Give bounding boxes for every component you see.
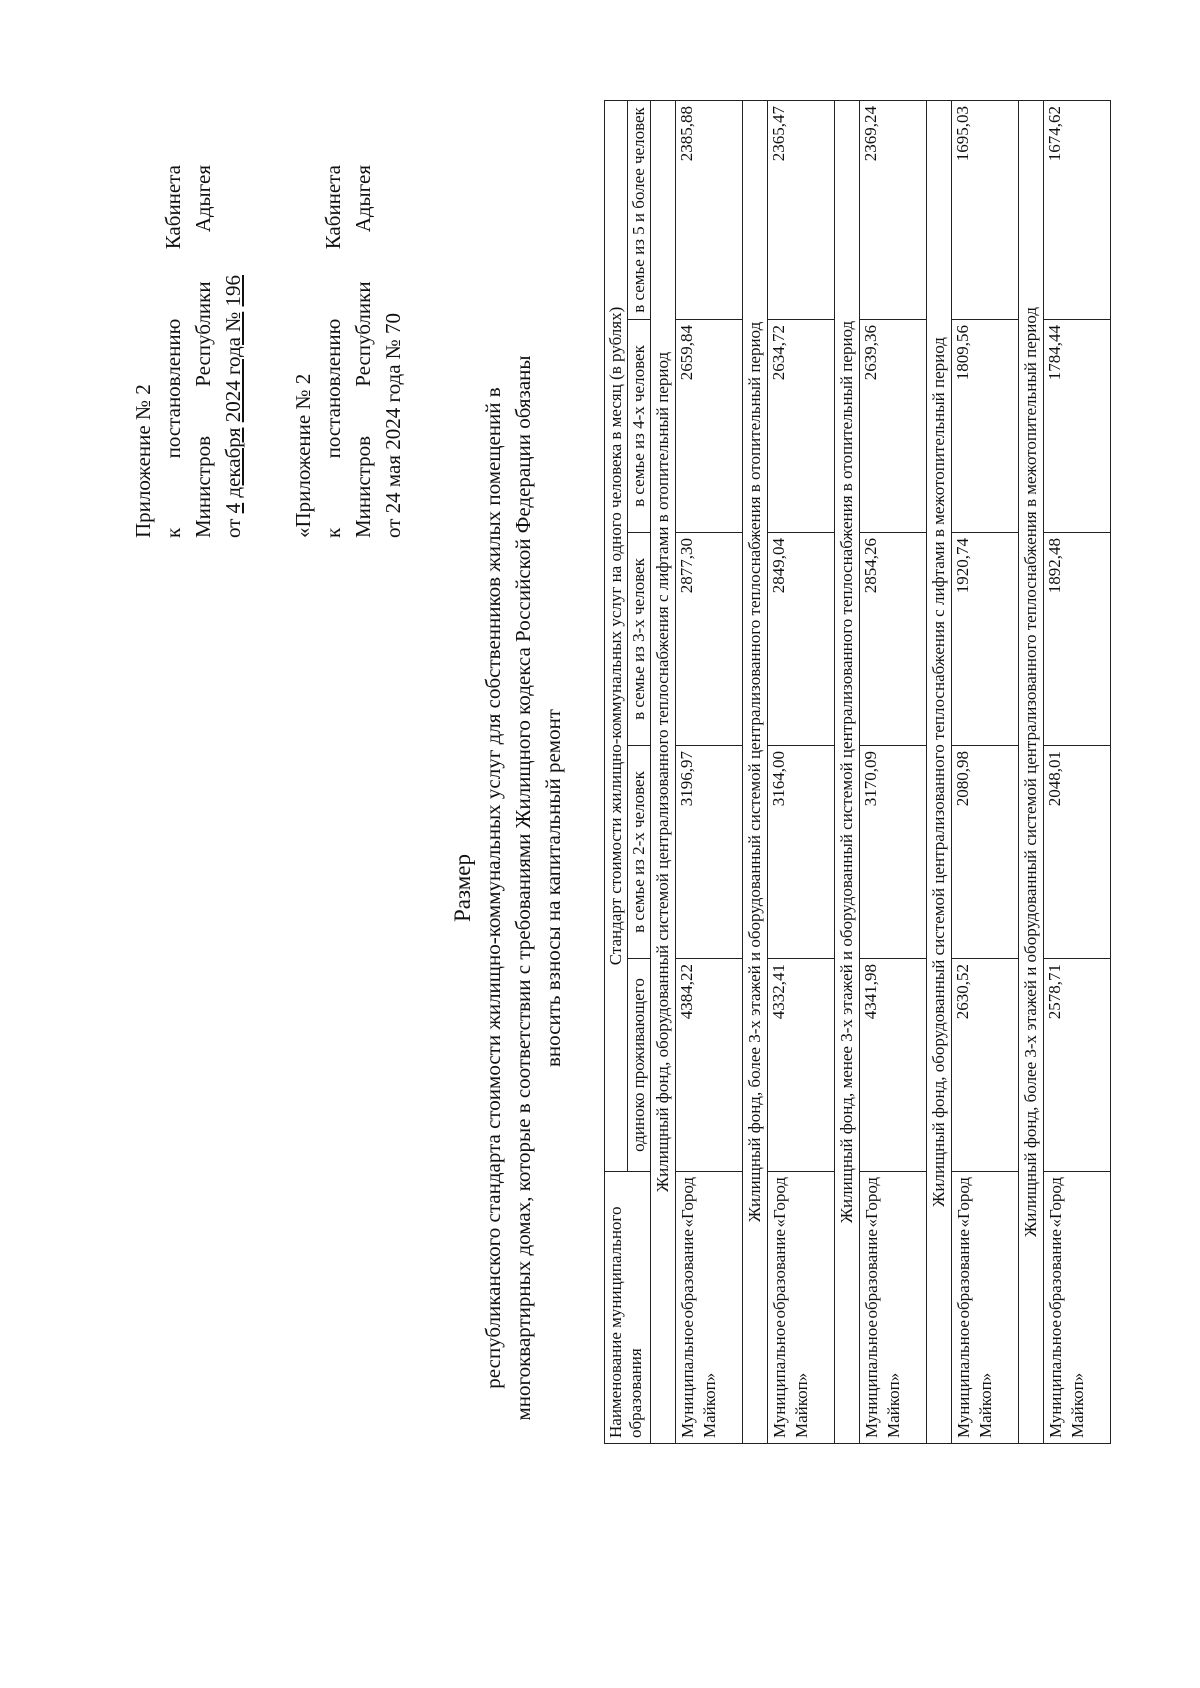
word: Республики xyxy=(191,281,215,387)
document-title xyxy=(448,238,568,1538)
value-cell: 2849,04 xyxy=(768,533,835,746)
col-group-header: Стандарт стоимости жилищно-коммунальных услуг на одного человека в месяц (в рублях) xyxy=(605,100,628,1171)
word: Кабинета xyxy=(321,165,345,250)
section-row xyxy=(835,100,860,1443)
word: постановлению xyxy=(321,318,345,459)
table-body xyxy=(651,100,1111,1443)
section-title: Жилищный фонд, оборудованный системой централизованного теплоснабжения с лифтами в отопительный период xyxy=(651,100,676,1443)
municipality-name xyxy=(860,1172,927,1444)
value-cell: 1674,62 xyxy=(1044,100,1111,319)
value-cell: 1784,44 xyxy=(1044,320,1111,533)
value-cell: 2048,01 xyxy=(1044,746,1111,959)
name-word: Майкоп» xyxy=(976,1372,995,1438)
word: Министров xyxy=(191,435,215,538)
value-cell: 2659,84 xyxy=(676,320,743,533)
name-word: Муниципальное xyxy=(678,1320,697,1438)
name-word: Муниципальное xyxy=(862,1320,881,1438)
section-row xyxy=(1019,100,1044,1443)
word: к xyxy=(161,527,185,538)
value-cell: 2634,72 xyxy=(768,320,835,533)
tariff-table xyxy=(604,100,1111,1444)
name-word: образование xyxy=(954,1229,973,1319)
value-cell: 2080,98 xyxy=(952,746,1019,959)
name-word: Муниципальное xyxy=(954,1320,973,1438)
value-cell: 4384,22 xyxy=(676,959,743,1172)
word: Адыгея xyxy=(191,165,215,233)
value-cell: 3170,09 xyxy=(860,746,927,959)
appendix-new-block xyxy=(128,165,248,538)
value-cell: 2854,26 xyxy=(860,533,927,746)
col-header-family-4: в семье из 4-х человек xyxy=(628,320,651,533)
name-word: образование xyxy=(770,1229,789,1319)
value-cell: 1920,74 xyxy=(952,533,1019,746)
value-cell: 2630,52 xyxy=(952,959,1019,1172)
section-title: Жилищный фонд, более 3-х этажей и оборудованный системой централизованного теплоснабжения в отопительный период xyxy=(743,100,768,1443)
name-word: образование xyxy=(862,1229,881,1319)
table-row xyxy=(768,100,835,1443)
name-word: «Город xyxy=(1046,1177,1065,1228)
name-word: Муниципальное xyxy=(770,1320,789,1438)
name-word: образование xyxy=(678,1229,697,1319)
value-cell: 2639,36 xyxy=(860,320,927,533)
section-title: Жилищный фонд, более 3-х этажей и оборудованный системой централизованного теплоснабжения в межотопительный период xyxy=(1019,100,1044,1443)
name-word: «Город xyxy=(862,1177,881,1228)
value-cell: 3164,00 xyxy=(768,746,835,959)
section-title: Жилищный фонд, оборудованный системой централизованного теплоснабжения с лифтами в межотопительный период xyxy=(927,100,952,1443)
title-line-1: республиканского стандарта стоимости жилищно-коммунальных услуг для собственников жилых помещений в xyxy=(481,387,505,1389)
word: к xyxy=(321,527,345,538)
name-word: Майкоп» xyxy=(884,1372,903,1438)
section-row xyxy=(743,100,768,1443)
name-word: Муниципальное xyxy=(1046,1320,1065,1438)
value-cell: 3196,97 xyxy=(676,746,743,959)
table-header-row xyxy=(605,100,628,1443)
word: Республики xyxy=(351,281,375,387)
appendix-new-date-line xyxy=(218,165,248,538)
word: постановлению xyxy=(161,318,185,459)
appendix-old-block xyxy=(288,165,408,538)
appendix-new-title: Приложение № 2 xyxy=(131,384,155,538)
col-header-family-5: в семье из 5 и более человек xyxy=(628,100,651,319)
date-prefix: от xyxy=(221,518,245,538)
name-word: образование xyxy=(1046,1229,1065,1319)
value-cell: 2877,30 xyxy=(676,533,743,746)
appendix-old-line3 xyxy=(348,165,378,538)
value-cell: 2385,88 xyxy=(676,100,743,319)
title-line-3: вносить взносы на капитальный ремонт xyxy=(541,709,565,1067)
table-row xyxy=(676,100,743,1443)
value-cell: 1892,48 xyxy=(1044,533,1111,746)
table-row xyxy=(952,100,1019,1443)
word: Кабинета xyxy=(161,165,185,250)
value-cell: 1695,03 xyxy=(952,100,1019,319)
word: Адыгея xyxy=(351,165,375,233)
table-row xyxy=(860,100,927,1443)
value-cell: 4332,41 xyxy=(768,959,835,1172)
table-row xyxy=(1044,100,1111,1443)
section-title: Жилищный фонд, менее 3-х этажей и оборудованный системой централизованного теплоснабжения в отопительный период xyxy=(835,100,860,1443)
name-word: «Город xyxy=(954,1177,973,1228)
col-header-family-2: в семье из 2-х человек xyxy=(628,746,651,959)
appendix-old-line2 xyxy=(318,165,348,538)
name-word: Майкоп» xyxy=(1068,1372,1087,1438)
value-cell: 2365,47 xyxy=(768,100,835,319)
section-row xyxy=(651,100,676,1443)
resolution-number: 196 xyxy=(221,275,245,307)
date-month: декабря xyxy=(221,427,245,498)
title-line-2: многоквартирных домах, которые в соответствии с требованиями Жилищного кодекса Российской Федерации обязаны xyxy=(511,355,535,1421)
municipality-name xyxy=(952,1172,1019,1444)
value-cell: 2578,71 xyxy=(1044,959,1111,1172)
title-heading: Размер xyxy=(450,853,475,923)
word: Министров xyxy=(351,435,375,538)
name-word: «Город xyxy=(770,1177,789,1228)
municipality-name xyxy=(676,1172,743,1444)
appendix-old-title: «Приложение № 2 xyxy=(291,373,315,538)
section-row xyxy=(927,100,952,1443)
appendix-old-date-line: от 24 мая 2024 года № 70 xyxy=(381,312,405,538)
date-day: 4 xyxy=(221,502,245,514)
municipality-name xyxy=(1044,1172,1111,1444)
municipality-name xyxy=(768,1172,835,1444)
appendix-new-line2 xyxy=(158,165,188,538)
value-cell: 4341,98 xyxy=(860,959,927,1172)
value-cell: 2369,24 xyxy=(860,100,927,319)
col-header-single: одиноко проживающего xyxy=(628,959,651,1172)
name-word: Майкоп» xyxy=(700,1372,719,1438)
name-word: «Город xyxy=(678,1177,697,1228)
value-cell: 1809,56 xyxy=(952,320,1019,533)
col-header-family-3: в семье из 3-х человек xyxy=(628,533,651,746)
name-word: Майкоп» xyxy=(792,1372,811,1438)
col-header-name: Наименование муниципального образования xyxy=(605,1172,651,1444)
appendix-new-line3 xyxy=(188,165,218,538)
date-year: 2024 года № xyxy=(221,311,245,423)
